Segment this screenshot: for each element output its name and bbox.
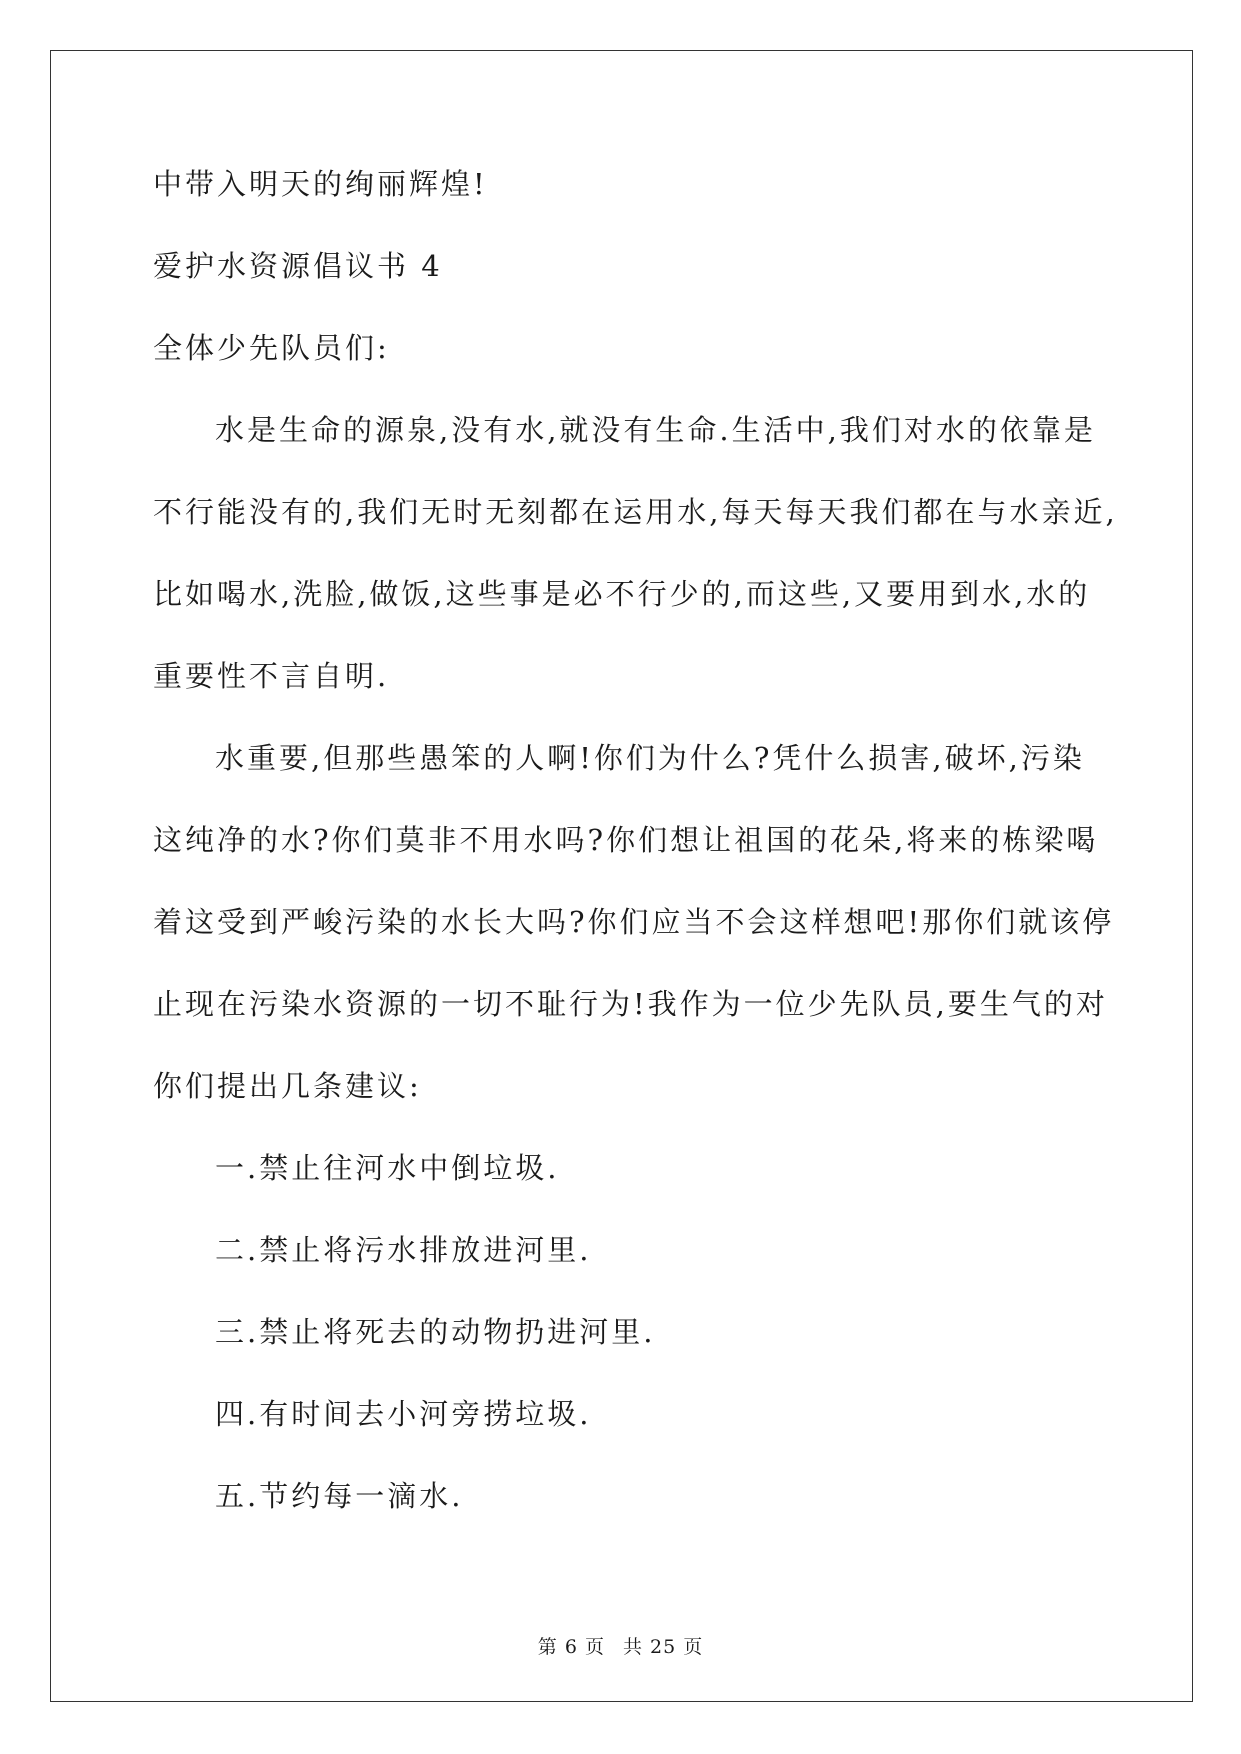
list-item: 三.禁止将死去的动物扔进河里.: [215, 1315, 656, 1349]
salutation: 全体少先队员们:: [153, 331, 390, 365]
paragraph-line: 水重要,但那些愚笨的人啊!你们为什么?凭什么损害,破坏,污染: [215, 741, 1085, 775]
list-item: 四.有时间去小河旁捞垃圾.: [215, 1397, 592, 1431]
paragraph-line: 重要性不言自明.: [153, 659, 390, 693]
list-item: 二.禁止将污水排放进河里.: [215, 1233, 592, 1267]
list-item: 五.节约每一滴水.: [215, 1479, 464, 1513]
page-footer: [0, 1632, 1241, 1659]
list-item: 一.禁止往河水中倒垃圾.: [215, 1151, 560, 1185]
text-line: 中带入明天的绚丽辉煌!: [153, 167, 488, 201]
paragraph-line: 比如喝水,洗脸,做饭,这些事是必不行少的,而这些,又要用到水,水的: [153, 577, 1091, 611]
paragraph-line: 这纯净的水?你们莫非不用水吗?你们想让祖国的花朵,将来的栋梁喝: [153, 823, 1099, 857]
paragraph-line: 你们提出几条建议:: [153, 1069, 422, 1103]
section-title: 爱护水资源倡议书 4: [153, 249, 443, 283]
total-pages: 共 25 页: [622, 1636, 704, 1658]
current-page-number: 第 6 页: [537, 1636, 605, 1658]
paragraph-line: 水是生命的源泉,没有水,就没有生命.生活中,我们对水的依靠是: [215, 413, 1096, 447]
paragraph-line: 不行能没有的,我们无时无刻都在运用水,每天每天我们都在与水亲近,: [153, 495, 1118, 529]
document-body: [153, 164, 1118, 1558]
paragraph-line: 着这受到严峻污染的水长大吗?你们应当不会这样想吧!那你们就该停: [153, 905, 1115, 939]
paragraph-line: 止现在污染水资源的一切不耻行为!我作为一位少先队员,要生气的对: [153, 987, 1108, 1021]
